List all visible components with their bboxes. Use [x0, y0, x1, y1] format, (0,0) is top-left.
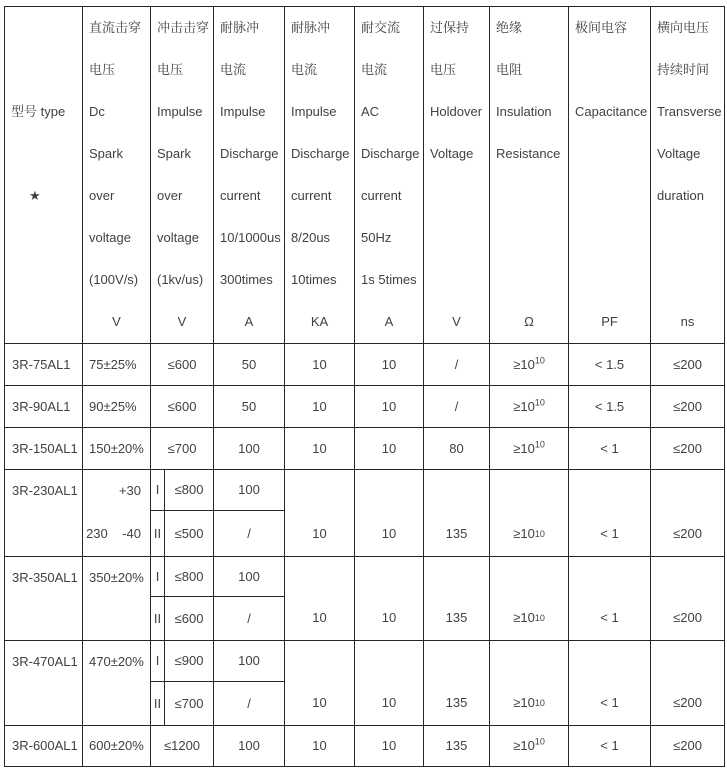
header-unit: V [452, 314, 461, 330]
header-line: Voltage [657, 146, 701, 162]
col-header-holdover-voltage [424, 7, 490, 344]
header-line: Impulse [220, 104, 266, 120]
header-line: 电压 [430, 62, 457, 78]
cell-insulation-resistance: ≥10 10 [490, 470, 569, 557]
header-line [5, 301, 82, 343]
insulation-exponent: 10 [534, 355, 545, 366]
cell-impulse-current-grade1: 100 [214, 470, 285, 511]
cell-grade-label: II [151, 511, 165, 557]
cell-transverse-duration: ≤200 [651, 386, 725, 428]
insulation-base: ≥10 [513, 694, 535, 710]
cell-dc-voltage [83, 470, 151, 557]
cell-dc-voltage: 350±20% [83, 557, 151, 641]
cell-impulse-current-8-20us: 10 [285, 470, 355, 557]
header-line: 过保持 [430, 20, 470, 36]
header-line [569, 133, 650, 175]
header-line: over [157, 188, 183, 204]
col-header-model [5, 7, 83, 344]
header-line: 电流 [220, 62, 247, 78]
header-line [5, 259, 82, 301]
header-line: current [361, 188, 402, 204]
cell-transverse-duration: ≤200 [651, 557, 725, 641]
cell-ac-current: 10 [355, 428, 424, 470]
header-line: 横向电压 [657, 20, 710, 36]
cell-ac-current: 10 [355, 641, 424, 726]
cell-holdover-voltage: / [424, 386, 490, 428]
header-line: 极间电容 [575, 20, 628, 36]
cell-holdover-voltage: / [424, 344, 490, 386]
header-line: Discharge [291, 146, 350, 162]
cell-insulation-resistance: ≥10 10 [490, 557, 569, 641]
header-line: 电流 [361, 62, 388, 78]
header-line [569, 49, 650, 91]
header-line: Transverse [657, 104, 722, 120]
header-line: Resistance [496, 146, 561, 162]
header-line: Spark [157, 146, 191, 162]
header-line: 电阻 [496, 62, 523, 78]
cell-impulse-voltage-grade2: ≤700 [165, 682, 214, 726]
cell-holdover-voltage: 135 [424, 726, 490, 767]
cell-impulse-voltage: ≤1200 [151, 726, 214, 767]
header-line: Capacitance [575, 104, 648, 120]
header-line [651, 217, 724, 259]
col-header-impulse-discharge-current-10-1000us [214, 7, 285, 344]
cell-capacitance: < 1 [569, 726, 651, 767]
cell-ac-current: 10 [355, 726, 424, 767]
header-unit: ns [680, 314, 695, 330]
header-unit: PF [601, 314, 618, 330]
cell-impulse-current-8-20us: 10 [285, 428, 355, 470]
cell-capacitance: < 1 [569, 470, 651, 557]
cell-impulse-current-grade2: / [214, 682, 285, 726]
cell-impulse-voltage: ≤700 [151, 428, 214, 470]
header-line [490, 175, 568, 217]
header-line [569, 175, 650, 217]
header-unit: V [112, 314, 121, 330]
cell-capacitance: < 1 [569, 428, 651, 470]
header-line: Discharge [361, 146, 420, 162]
cell-impulse-current-10-1000us: 50 [214, 386, 285, 428]
cell-dc-voltage: 600±20% [83, 726, 151, 767]
table-row [5, 344, 725, 386]
cell-impulse-current-10-1000us: 100 [214, 726, 285, 767]
cell-impulse-current-grade2: / [214, 597, 285, 641]
cell-impulse-current-grade2: / [214, 511, 285, 557]
header-line: current [220, 188, 261, 204]
header-line: Insulation [496, 104, 552, 120]
header-line: voltage [157, 230, 199, 246]
header-line [490, 217, 568, 259]
insulation-exponent: 10 [534, 439, 545, 450]
cell-dc-voltage: 75±25% [83, 344, 151, 386]
insulation-exponent: 10 [534, 736, 545, 747]
cell-impulse-current-grade1: 100 [214, 557, 285, 597]
header-line [651, 259, 724, 301]
model-label: 3R-230AL1 [12, 482, 78, 498]
table-row [5, 726, 725, 767]
insulation-base: ≥10 [513, 609, 535, 625]
header-line: 持续时间 [657, 62, 710, 78]
header-unit: Ω [524, 314, 534, 330]
header-line: duration [657, 188, 704, 204]
cell-impulse-voltage-grade2: ≤500 [165, 511, 214, 557]
cell-model: 3R-600AL1 [5, 726, 83, 767]
cell-ac-current: 10 [355, 344, 424, 386]
col-header-capacitance [569, 7, 651, 344]
header-line: 直流击穿 [89, 20, 142, 36]
header-line: Dc [89, 104, 105, 120]
header-line: 耐脉冲 [291, 20, 331, 36]
header-line: 10/1000us [220, 230, 281, 246]
model-label: 3R-350AL1 [12, 569, 78, 585]
cell-transverse-duration: ≤200 [651, 428, 725, 470]
header-line: 1s 5times [361, 272, 417, 288]
cell-grade-label: II [151, 682, 165, 726]
header-line: 10times [291, 272, 337, 288]
cell-insulation-resistance [490, 386, 569, 428]
star-icon: ★ [29, 188, 41, 204]
header-line: Impulse [291, 104, 337, 120]
insulation-base: ≥10 [513, 440, 535, 456]
cell-impulse-current-10-1000us: 100 [214, 428, 285, 470]
cell-impulse-current-8-20us: 10 [285, 344, 355, 386]
cell-model [5, 641, 83, 726]
col-header-dc-sparkover-voltage [83, 7, 151, 344]
header-line: voltage [89, 230, 131, 246]
cell-impulse-current-8-20us: 10 [285, 386, 355, 428]
header-line [569, 217, 650, 259]
cell-dc-voltage: 90±25% [83, 386, 151, 428]
header-line: 耐交流 [361, 20, 401, 36]
cell-model [5, 557, 83, 641]
table-row [5, 641, 725, 682]
header-line: 50Hz [361, 230, 392, 246]
cell-grade-label: I [151, 557, 165, 597]
header-line [5, 217, 82, 259]
cell-impulse-voltage: ≤600 [151, 386, 214, 428]
cell-transverse-duration: ≤200 [651, 344, 725, 386]
header-line: Discharge [220, 146, 279, 162]
header-line: (100V/s) [89, 272, 139, 288]
cell-capacitance: < 1.5 [569, 344, 651, 386]
header-line [424, 175, 489, 217]
cell-ac-current: 10 [355, 470, 424, 557]
cell-model [5, 470, 83, 557]
cell-grade-label: I [151, 470, 165, 511]
cell-impulse-voltage-grade2: ≤600 [165, 597, 214, 641]
cell-ac-current: 10 [355, 386, 424, 428]
cell-insulation-resistance: ≥10 10 [490, 641, 569, 726]
cell-holdover-voltage: 135 [424, 641, 490, 726]
header-line: 电流 [291, 62, 318, 78]
cell-model: 3R-90AL1 [5, 386, 83, 428]
cell-capacitance: < 1 [569, 641, 651, 726]
cell-capacitance: < 1 [569, 557, 651, 641]
cell-insulation-resistance [490, 344, 569, 386]
header-line: AC [361, 104, 380, 120]
header-unit: A [384, 314, 394, 330]
cell-ac-current: 10 [355, 557, 424, 641]
header-line: 冲击击穿 [157, 20, 210, 36]
cell-dc-voltage: 470±20% [83, 641, 151, 726]
header-line: 8/20us [291, 230, 331, 246]
cell-dc-voltage: 150±20% [83, 428, 151, 470]
cell-impulse-current-10-1000us: 50 [214, 344, 285, 386]
cell-impulse-voltage-grade1: ≤900 [165, 641, 214, 682]
header-line: 型号 type [11, 104, 66, 120]
insulation-base: ≥10 [513, 525, 535, 541]
cell-impulse-voltage: ≤600 [151, 344, 214, 386]
cell-holdover-voltage: 135 [424, 470, 490, 557]
header-line [5, 7, 82, 49]
dc-tolerance-plus: +30 [118, 482, 141, 498]
col-header-ac-discharge-current [355, 7, 424, 344]
header-line: Spark [89, 146, 123, 162]
header-line: current [291, 188, 332, 204]
cell-impulse-voltage-grade1: ≤800 [165, 470, 214, 511]
header-line [5, 49, 82, 91]
header-line: over [89, 188, 115, 204]
table-row [5, 470, 725, 511]
header-line [424, 217, 489, 259]
header-line [569, 259, 650, 301]
header-line: Impulse [157, 104, 203, 120]
cell-impulse-current-grade1: 100 [214, 641, 285, 682]
cell-transverse-duration: ≤200 [651, 726, 725, 767]
cell-impulse-current-8-20us: 10 [285, 641, 355, 726]
cell-grade-label: II [151, 597, 165, 641]
header-line [424, 259, 489, 301]
table-header-row [5, 7, 725, 344]
header-line [5, 133, 82, 175]
header-line: 300times [220, 272, 273, 288]
insulation-base: ≥10 [513, 356, 535, 372]
cell-model: 3R-75AL1 [5, 344, 83, 386]
insulation-base: ≥10 [513, 738, 535, 754]
header-line [490, 259, 568, 301]
col-header-impulse-sparkover-voltage [151, 7, 214, 344]
dc-value-minus: 230 -40 [86, 525, 141, 541]
cell-insulation-resistance [490, 428, 569, 470]
table-row [5, 428, 725, 470]
col-header-transverse-voltage-duration [651, 7, 725, 344]
cell-impulse-current-8-20us: 10 [285, 726, 355, 767]
cell-insulation-resistance [490, 726, 569, 767]
header-line: Holdover [430, 104, 483, 120]
cell-holdover-voltage: 80 [424, 428, 490, 470]
model-label: 3R-470AL1 [12, 653, 78, 669]
col-header-impulse-discharge-current-8-20us [285, 7, 355, 344]
header-line: (1kv/us) [157, 272, 204, 288]
table-row [5, 386, 725, 428]
header-line: 绝缘 [496, 20, 523, 36]
cell-model: 3R-150AL1 [5, 428, 83, 470]
insulation-base: ≥10 [513, 398, 535, 414]
cell-holdover-voltage: 135 [424, 557, 490, 641]
table-row [5, 557, 725, 597]
header-unit: A [244, 314, 254, 330]
cell-grade-label: I [151, 641, 165, 682]
header-line: 电压 [157, 62, 184, 78]
cell-impulse-current-8-20us: 10 [285, 557, 355, 641]
insulation-exponent: 10 [534, 397, 545, 408]
cell-transverse-duration: ≤200 [651, 470, 725, 557]
spec-table [4, 6, 725, 767]
cell-capacitance: < 1.5 [569, 386, 651, 428]
cell-transverse-duration: ≤200 [651, 641, 725, 726]
cell-impulse-voltage-grade1: ≤800 [165, 557, 214, 597]
header-line: Voltage [430, 146, 474, 162]
header-unit: KA [310, 314, 329, 330]
header-line: 耐脉冲 [220, 20, 260, 36]
header-unit: V [177, 314, 187, 330]
col-header-insulation-resistance [490, 7, 569, 344]
header-line: 电压 [89, 62, 116, 78]
